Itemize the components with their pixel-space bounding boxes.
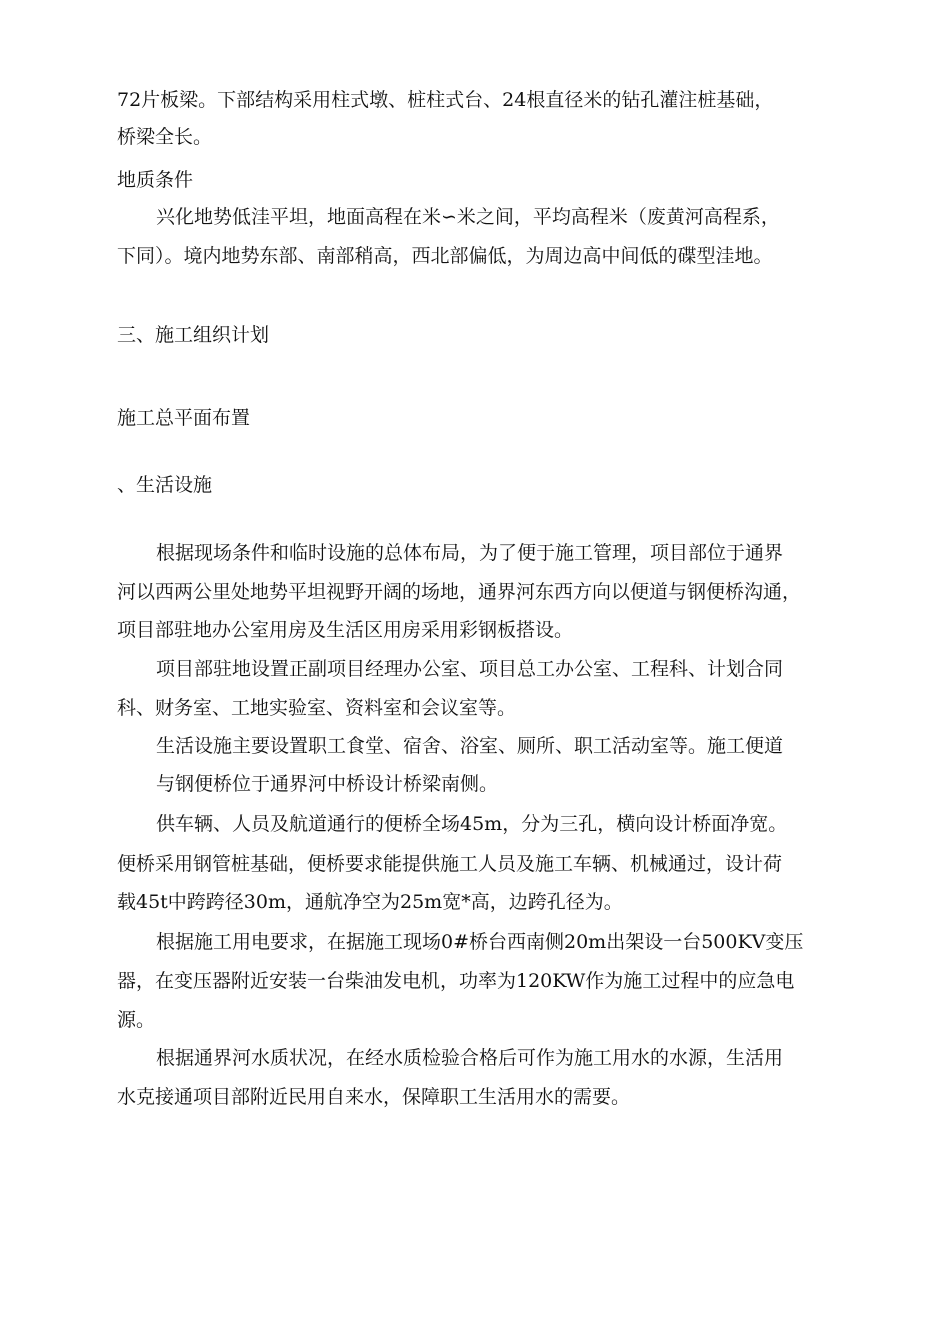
text-line-20: 器，在变压器附近安装一台柴油发电机，功率为120KW作为施工过程中的应急电 <box>117 970 795 992</box>
section-heading-construction-plan: 三、施工组织计划 <box>117 324 270 346</box>
section-heading-geology: 地质条件 <box>117 169 194 191</box>
section-heading-living-facilities: 、生活设施 <box>117 474 213 496</box>
text-line-13: 科、财务室、工地实验室、资料室和会议室等。 <box>117 697 517 719</box>
text-line-11: 项目部驻地办公室用房及生活区用房采用彩钢板搭设。 <box>117 619 574 641</box>
section-heading-site-layout: 施工总平面布置 <box>117 407 251 429</box>
text-line-2: 桥梁全长。 <box>117 126 213 148</box>
text-line-14: 生活设施主要设置职工食堂、宿舍、浴室、厕所、职工活动室等。施工便道 <box>156 735 784 757</box>
text-line-19: 根据施工用电要求，在据施工现场0#桥台西南侧20m出架设一台500KV变压 <box>156 931 804 953</box>
text-line-10: 河以西两公里处地势平坦视野开阔的场地，通界河东西方向以便道与钢便桥沟通， <box>117 581 802 603</box>
text-line-5: 下同）。境内地势东部、南部稍高，西北部偏低，为周边高中间低的碟型洼地。 <box>117 245 773 267</box>
text-line-15: 与钢便桥位于通界河中桥设计桥梁南侧。 <box>156 773 499 795</box>
text-line-9: 根据现场条件和临时设施的总体布局，为了便于施工管理，项目部位于通界 <box>156 542 784 564</box>
text-line-1: 72片板梁。下部结构采用柱式墩、桩柱式台、24根直径米的钻孔灌注桩基础， <box>117 89 774 111</box>
text-line-23: 水克接通项目部附近民用自来水，保障职工生活用水的需要。 <box>117 1086 631 1108</box>
text-line-22: 根据通界河水质状况，在经水质检验合格后可作为施工用水的水源，生活用 <box>156 1047 784 1069</box>
text-line-4: 兴化地势低洼平坦，地面高程在米∽米之间，平均高程米（废黄河高程系， <box>156 206 780 228</box>
text-line-18: 载45t中跨跨径30m，通航净空为25m宽*高，边跨孔径为。 <box>117 891 623 913</box>
text-line-12: 项目部驻地设置正副项目经理办公室、项目总工办公室、工程科、计划合同 <box>156 658 784 680</box>
text-line-17: 便桥采用钢管桩基础，便桥要求能提供施工人员及施工车辆、机械通过，设计荷 <box>117 853 783 875</box>
text-line-21: 源。 <box>117 1009 156 1031</box>
text-line-16: 供车辆、人员及航道通行的便桥全场45m，分为三孔，横向设计桥面净宽。 <box>156 813 788 835</box>
